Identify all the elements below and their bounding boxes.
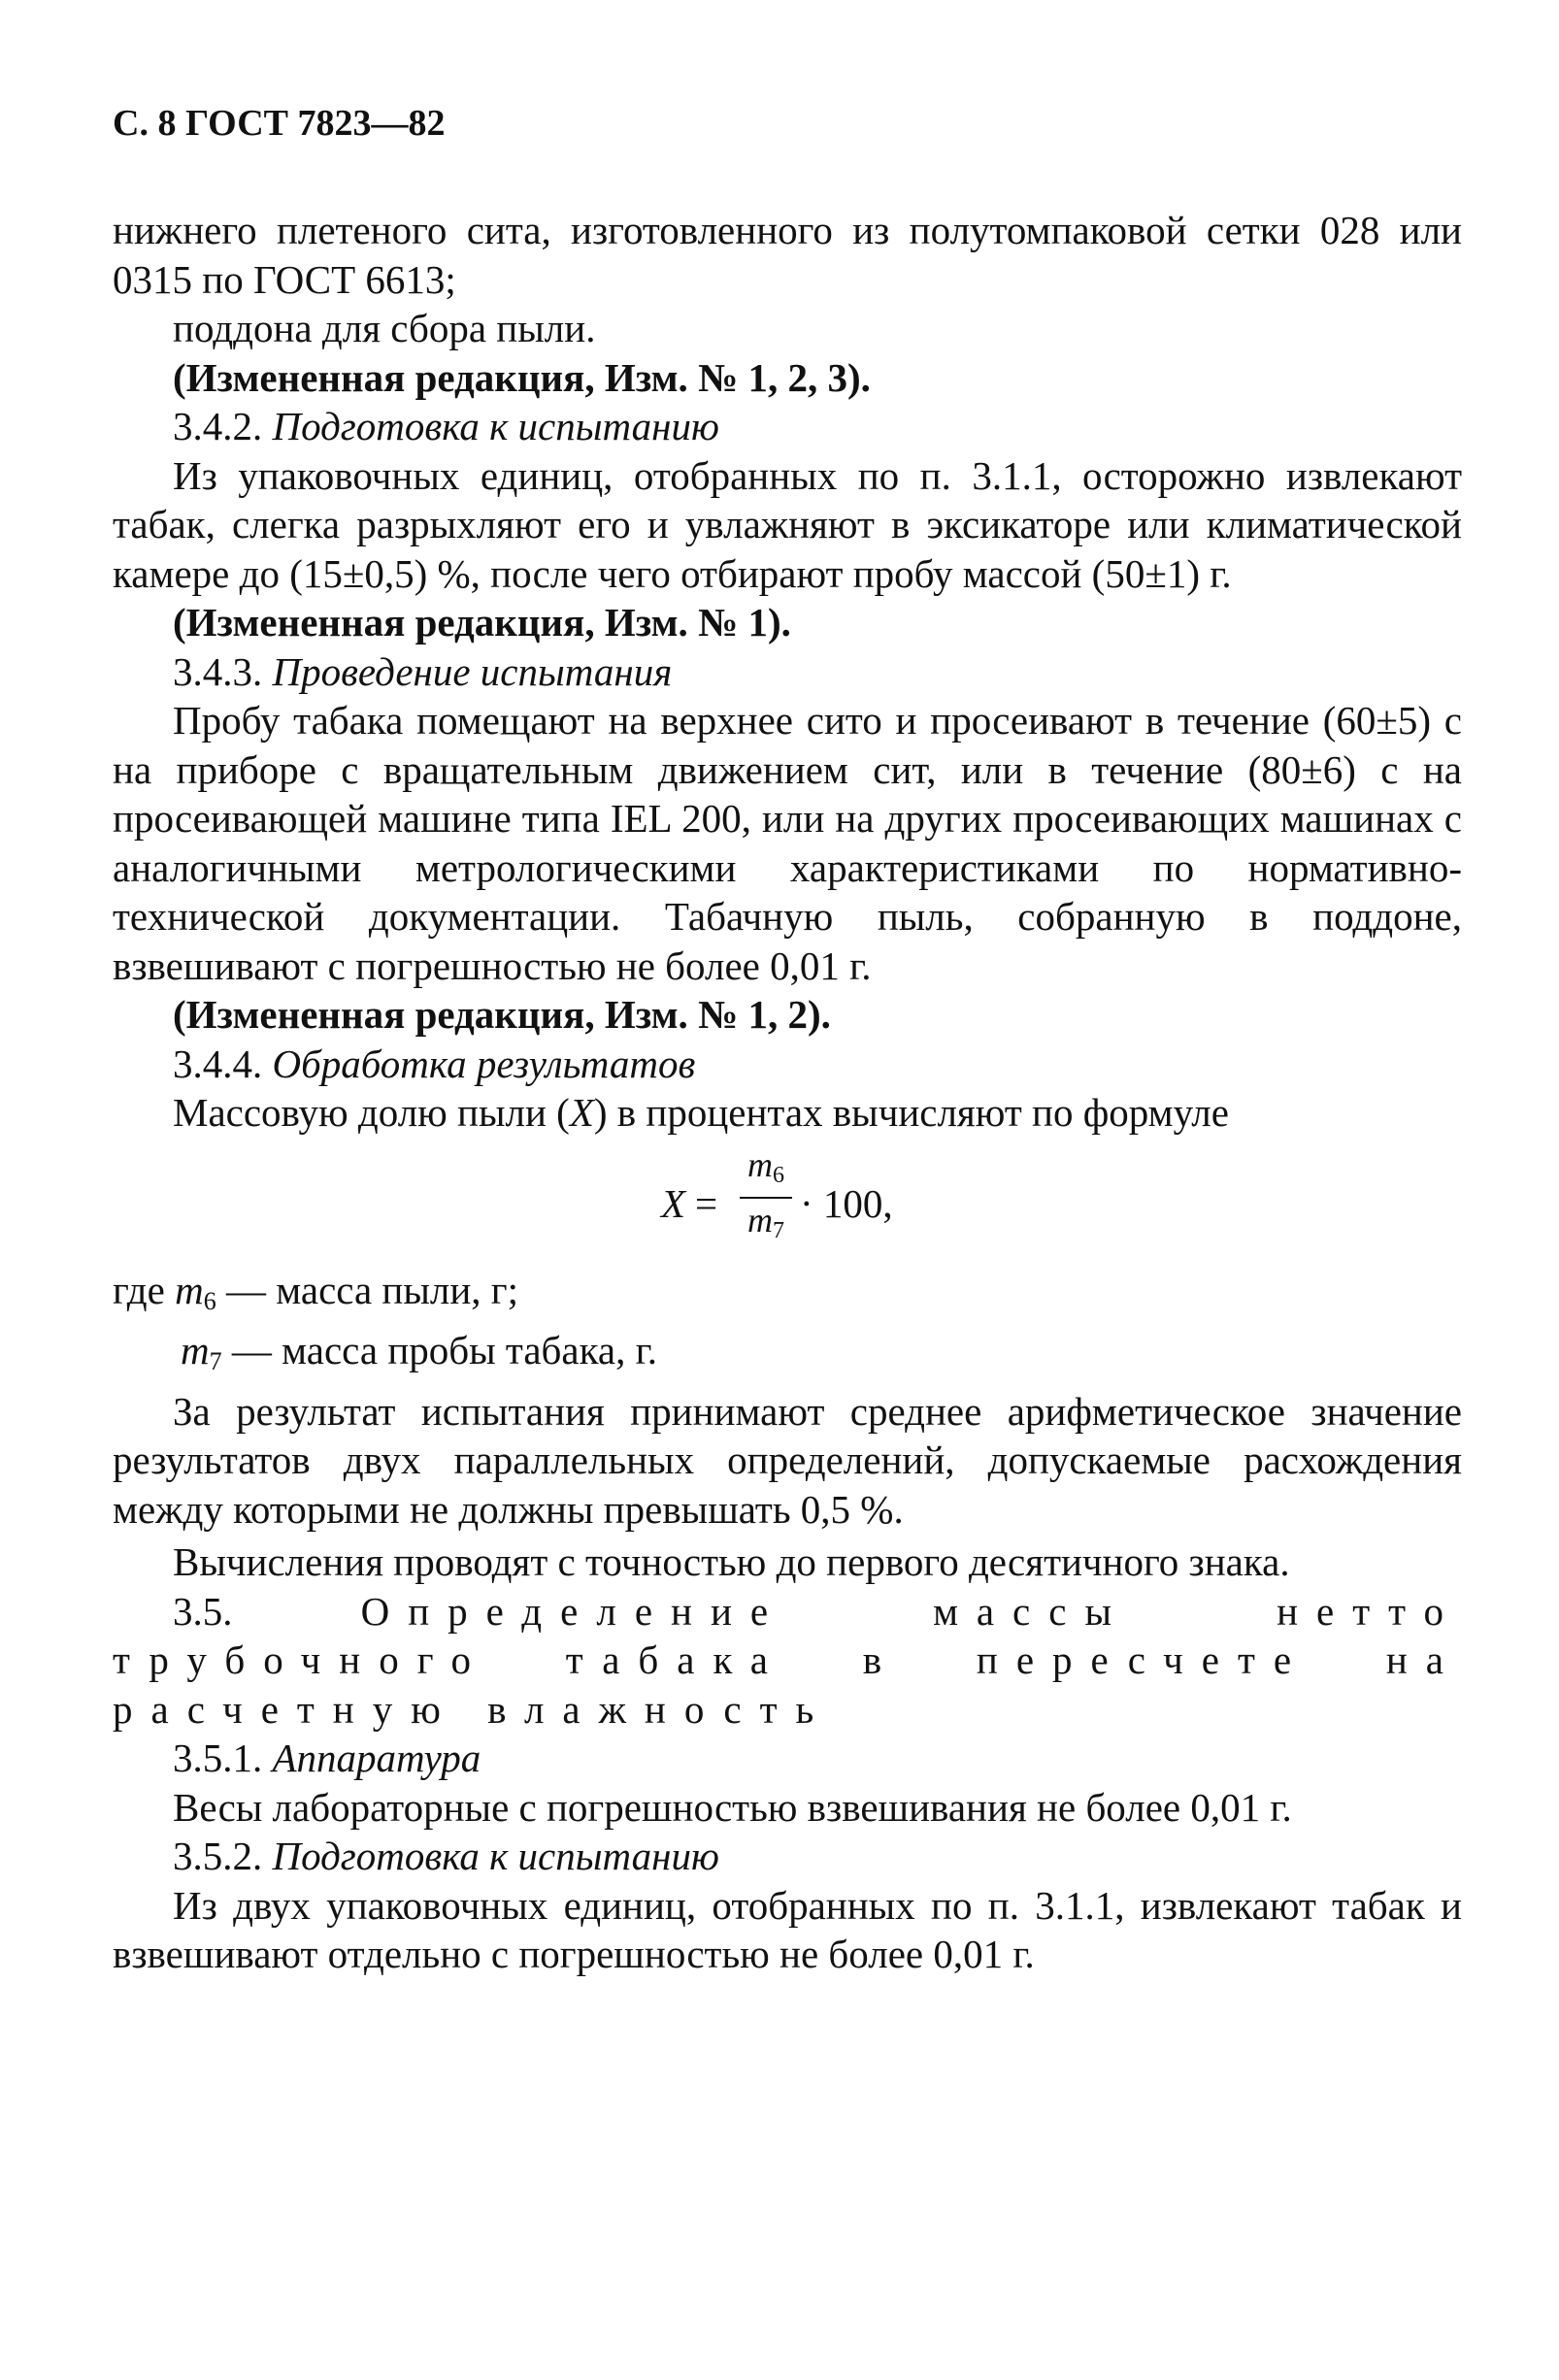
amendment-note: (Измененная редакция, Изм. № 1). [173,600,791,645]
section-number: 3.5. [173,1588,233,1634]
definition-line [113,1326,1462,1387]
paragraph-formula-intro [113,1088,1462,1138]
document-page [113,105,1462,1979]
section-title: Подготовка к испытанию [272,404,719,448]
def-sub: 7 [209,1347,222,1375]
section-heading-spaced [113,1587,1462,1735]
section-number: 3.5.2. [173,1834,263,1878]
def-sub: 6 [203,1286,216,1315]
formula-equals: = [695,1180,718,1226]
section-title: Аппаратура [272,1735,481,1780]
def-text: — масса пыли, г; [216,1267,519,1312]
denominator-sub: 7 [773,1217,784,1243]
numerator-sub: 6 [773,1162,784,1188]
def-text: — масса пробы табака, г. [221,1328,658,1372]
formula-intro-text: Массовую долю пыли ( [173,1090,570,1135]
section-number: 3.4.4. [173,1041,263,1086]
section-heading [113,1734,1462,1783]
paragraph-weighing: Из двух упаковочных единиц, отобранных по п. 3.1.1, извлекают табак и взвешивают отдельно с погрешностью не более 0,01 г. [113,1882,1462,1976]
page-header: С. 8 ГОСТ 7823—82 [113,103,446,144]
section-number: 3.5.1. [173,1735,263,1780]
formula-fraction [740,1145,792,1250]
section-heading [113,1832,1462,1881]
formula-intro-text: ) в процентах вычисляют по формуле [593,1090,1229,1135]
numerator-var: m [747,1144,773,1184]
section-title: Проведение испытания [272,648,673,694]
section-title: Обработка результатов [272,1041,696,1086]
section-number: 3.4.2. [173,404,263,448]
formula-multiplier: · 100, [800,1180,893,1226]
formula-definitions [113,1266,1462,1387]
section-number: 3.4.3. [173,648,263,694]
where-word: где [113,1267,165,1312]
denominator-var: m [747,1200,773,1240]
def-var: m [175,1267,204,1312]
paragraph-procedure: Пробу табака помещают на верхнее сито и просеивают в течение (60±5) с на приборе с вращательным движением сит, или в течение (80±6) с на просеивающей машине типа IEL 200, или на других просеивающих машинах с аналогичными метрологическими характеристиками по нормативно-технической документации. Табачную пыль, собранную в поддоне, взвешивают с погрешностью не более 0,01 г. [113,698,1462,988]
formula [113,1145,1462,1260]
fraction-bar [740,1197,792,1199]
definition-line [113,1266,1462,1327]
section-heading [113,1040,1462,1089]
variable-x: X [569,1090,594,1135]
formula-denominator [740,1201,792,1250]
paragraph-result: За результат испытания принимают среднее арифметическое значение результатов двух параллельных определений, допускаемые расхождения между которыми не должны превышать 0,5 %. [113,1388,1462,1532]
formula-numerator [740,1145,792,1195]
formula-lhs: X [661,1180,686,1226]
amendment-note: (Измененная редакция, Изм. № 1, 2, 3). [173,354,871,400]
paragraph-tray: поддона для сбора пыли. [173,306,596,350]
section-title: Определение массы нетто трубочного табака в пересчете на расчетную влажность [113,1588,1463,1732]
def-var: m [181,1328,210,1372]
paragraph-sieve: нижнего плетеного сита, изготовленного из полутомпаковой сетки 028 или 0315 по ГОСТ 6613; [113,208,1462,302]
section-heading [113,402,1462,451]
paragraph-precision: Вычисления проводят с точностью до первого десятичного знака. [173,1539,1290,1584]
paragraph-apparatus: Весы лабораторные с погрешностью взвешивания не более 0,01 г. [173,1784,1292,1830]
amendment-note: (Измененная редакция, Изм. № 1, 2). [173,992,831,1037]
section-heading [113,647,1462,697]
paragraph-preparation: Из упаковочных единиц, отобранных по п. 3.1.1, осторожно извлекают табак, слегка разрыхляют его и увлажняют в эксикаторе или климатической камере до (15±0,5) %, после чего отбирают пробу массой (50±1) г. [113,452,1462,596]
section-title: Подготовка к испытанию [272,1834,719,1878]
